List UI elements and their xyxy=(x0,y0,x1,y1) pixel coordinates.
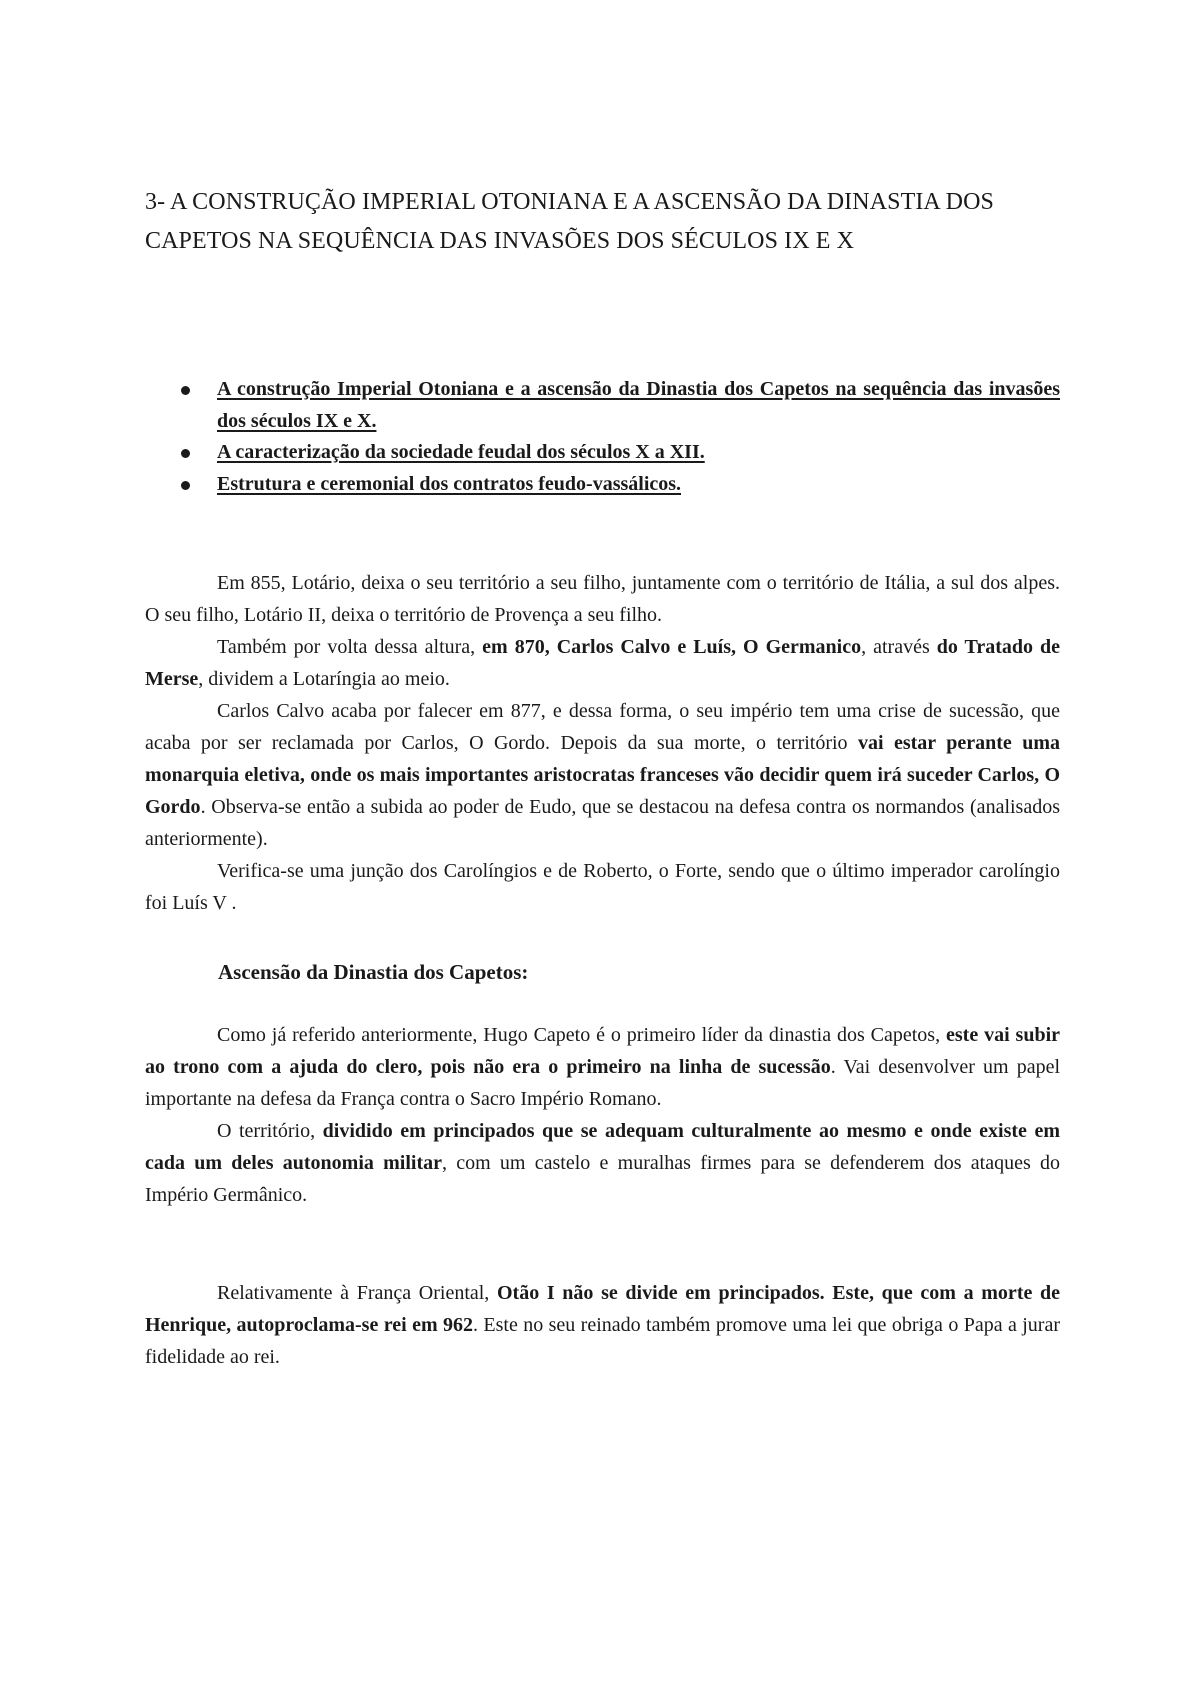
emphasis-text: Otão I não se divide em principados. Este, que com a morte de Henrique, autoproclama-se rei em 962 xyxy=(145,1282,1061,1336)
paragraph-text: . Observa-se então a subida ao poder de Eudo, que se destacou na defesa contra os normandos (analisados anteriormente). xyxy=(145,796,1060,850)
paragraph-text: , com um castelo e muralhas firmes para se defenderem dos ataques do Império Germânico. xyxy=(145,1152,1060,1206)
emphasis-text: dividido em principados que se adequam culturalmente ao mesmo e onde existe em cada um deles autonomia militar xyxy=(145,1120,1061,1174)
emphasis-text: em 870, Carlos Calvo e Luís, O Germanico xyxy=(482,636,862,658)
paragraph-text: Também por volta dessa altura, xyxy=(217,636,483,658)
topic-text: A construção Imperial Otoniana e a ascensão da Dinastia dos Capetos na sequência das invasões dos séculos IX e X. xyxy=(217,378,1060,432)
list-item xyxy=(181,437,1060,469)
paragraph-text: , dividem a Lotaríngia ao meio. xyxy=(198,668,450,690)
paragraph xyxy=(145,1019,1060,1115)
paragraph xyxy=(145,855,1060,919)
paragraph xyxy=(145,631,1060,695)
paragraph-text: . Este no seu reinado também promove uma lei que obriga o Papa a jurar fidelidade ao rei. xyxy=(145,1314,1061,1368)
paragraph-text: Em 855, Lotário, deixa o seu território a seu filho, juntamente com o território de Itália, a sul dos alpes. O seu filho, Lotário II, deixa o território de Provença a seu filho. xyxy=(145,572,1060,626)
paragraph-text: O território, xyxy=(217,1120,323,1142)
paragraph-text: . Vai desenvolver um papel importante na defesa da França contra o Sacro Império Romano. xyxy=(145,1056,1061,1110)
bullet-icon xyxy=(181,449,190,458)
paragraph-text: Verifica-se uma junção dos Carolíngios e de Roberto, o Forte, sendo que o último imperador carolíngio foi Luís V . xyxy=(145,860,1060,914)
paragraph xyxy=(145,1277,1060,1373)
bullet-icon xyxy=(181,481,190,490)
section-heading: Ascensão da Dinastia dos Capetos: xyxy=(218,960,529,984)
list-item xyxy=(181,374,1060,437)
topic-text: Estrutura e ceremonial dos contratos feudo-vassálicos. xyxy=(217,472,682,495)
body-section-carolingian xyxy=(145,567,1060,919)
paragraph xyxy=(145,567,1060,631)
body-section-oriental xyxy=(145,1277,1060,1373)
document-title: 3- A CONSTRUÇÃO IMPERIAL OTONIANA E A ASCENSÃO DA DINASTIA DOS CAPETOS NA SEQUÊNCIA DAS INVASÕES DOS SÉCULOS IX E X xyxy=(145,189,994,254)
paragraph-text: , através xyxy=(861,636,937,658)
list-item xyxy=(181,469,1060,501)
body-section-capetians xyxy=(145,1019,1060,1211)
emphasis-text: vai estar perante uma monarquia eletiva, onde os mais importantes aristocratas franceses vão decidir quem irá suceder Carlos, O Gordo xyxy=(145,732,1060,818)
paragraph xyxy=(145,695,1060,855)
emphasis-text: este vai subir ao trono com a ajuda do clero, pois não era o primeiro na linha de sucessão xyxy=(145,1024,1061,1078)
paragraph-text: Como já referido anteriormente, Hugo Capeto é o primeiro líder da dinastia dos Capetos, xyxy=(217,1024,946,1046)
topic-text: A caracterização da sociedade feudal dos séculos X a XII. xyxy=(217,441,705,463)
topic-list xyxy=(181,374,1060,500)
paragraph-text: Carlos Calvo acaba por falecer em 877, e dessa forma, o seu império tem uma crise de sucessão, que acaba por ser reclamada por Carlos, O Gordo. Depois da sua morte, o território xyxy=(145,700,1060,754)
emphasis-text: do Tratado de Merse xyxy=(145,636,1061,690)
document-page xyxy=(145,0,1060,1694)
paragraph xyxy=(145,1115,1060,1211)
bullet-icon xyxy=(181,386,190,395)
paragraph-text: Relativamente à França Oriental, xyxy=(217,1282,497,1304)
